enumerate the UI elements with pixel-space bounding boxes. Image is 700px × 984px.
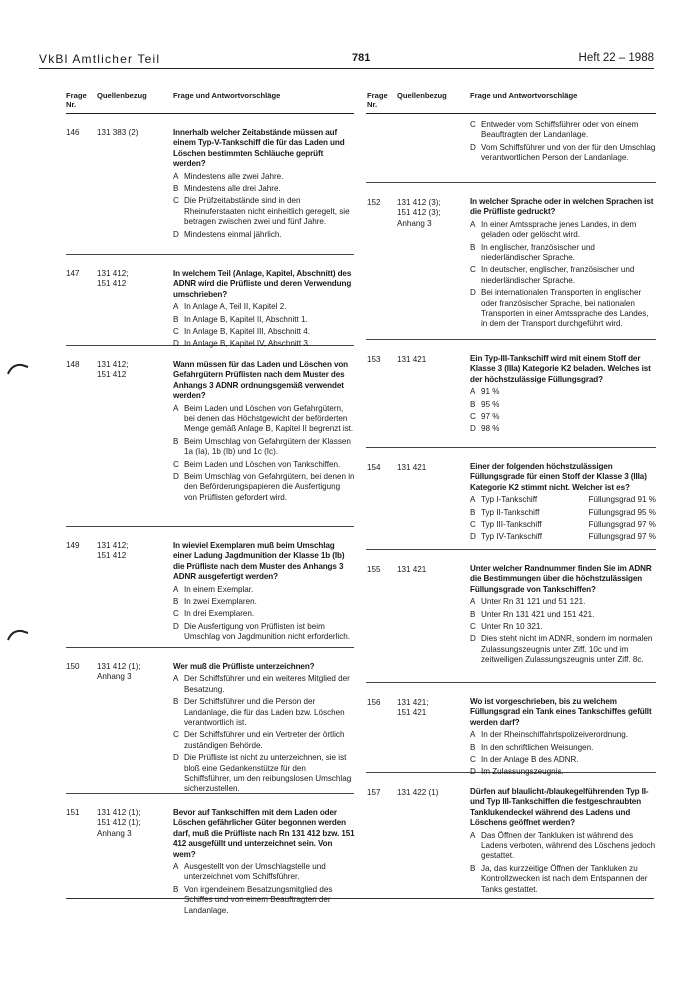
col-frage-nr: Frage Nr. — [66, 91, 87, 109]
question-row — [366, 550, 656, 683]
answer-option: B In englischer, französischer und niederländischer Sprache. — [470, 242, 595, 263]
column-header — [66, 88, 354, 114]
question-body — [470, 118, 656, 164]
question-reference: 131 412; 151 412 — [97, 360, 129, 380]
answer-option: D 98 % — [470, 424, 500, 434]
question-number: 152 — [367, 198, 381, 207]
answer-option: D Mindestens einmal jährlich. — [173, 229, 282, 239]
question-text: Bevor auf Tankschiffen mit dem Laden oder Löschen gefährlicher Güter begonnen werden darf, muß die Prüfliste nach Rn 131 412 bzw. 151 412 ausgefüllt und unterzeichnet sein. Von wem? — [173, 808, 355, 859]
answer-option: C 97 % — [470, 412, 500, 422]
question-reference: 131 412; 151 412 — [97, 541, 129, 561]
answer-option: A Mindestens alle zwei Jahre. — [173, 171, 284, 181]
question-text: Dürfen auf blaulicht-/blaukegelführenden Typ II- und Typ III-Tankschiffen die festgeschraubten Tanklukendeckel während des Ladens und Löschens geöffnet werden? — [470, 787, 649, 828]
question-reference: 131 421; 151 421 — [397, 698, 429, 718]
answer-option: A 91 % — [470, 387, 500, 397]
footer-rule — [66, 898, 654, 899]
question-number: 153 — [367, 355, 381, 364]
question-reference: 131 412 (1); Anhang 3 — [97, 662, 141, 682]
answer-option: D Vom Schiffsführer und von der für den Umschlag verantwortlichen Person der Landanlage. — [470, 142, 656, 163]
answer-option: A In der Rheinschiffahrtspolizeiverordnung. — [470, 730, 628, 740]
answer-option: B In zwei Exemplaren. — [173, 597, 257, 607]
question-row — [66, 527, 354, 648]
header-journal: VkBl Amtlicher Teil — [39, 52, 161, 66]
question-row — [66, 255, 354, 349]
answer-option: D Dies steht nicht im ADNR, sondern im normalen Zulassungszeugnis unter Ziff. 10c und im zeitweiligen Zulassungszeugnis unter Ziff. 8c. — [470, 634, 653, 665]
question-text: Einer der folgenden höchstzulässigen Füllungsgrade für einen Stoff der Klasse 3 (IIIa) Kategorie K2 stimmt nicht. Welcher ist es? — [470, 462, 647, 492]
question-reference: 131 412 (1); 151 412 (1); Anhang 3 — [97, 808, 141, 838]
question-body — [173, 808, 355, 916]
question-reference: 131 422 (1) — [397, 788, 439, 797]
question-number: 156 — [367, 698, 381, 707]
question-number: 146 — [66, 128, 80, 137]
answer-option: B Typ II-Tankschiff Füllungsgrad 95 % — [470, 507, 656, 517]
question-text: In wieviel Exemplaren muß beim Umschlag einer Ladung Jagdmunition der Klasse 1b (Ib) die Prüfliste nach dem Muster des Anhangs 3 ADNR ausgefertigt werden? — [173, 541, 345, 582]
question-body — [470, 354, 656, 435]
answer-option: D Im Zulassungszeugnis. — [470, 767, 564, 777]
answer-option: B 95 % — [470, 399, 500, 409]
question-row — [66, 794, 355, 915]
question-number: 148 — [66, 360, 80, 369]
right-column — [366, 88, 656, 897]
question-text: In welchem Teil (Anlage, Kapitel, Abschnitt) des ADNR wird die Prüfliste und deren Verwendung umschrieben? — [173, 269, 352, 299]
question-body — [173, 662, 355, 795]
question-row — [366, 683, 656, 777]
question-text: Innerhalb welcher Zeitabstände müssen auf einem Typ-V-Tankschiff die für das Laden und Löschen bestimmten Schläuche geprüft werden? — [173, 128, 345, 169]
question-number: 151 — [66, 808, 80, 817]
question-reference: 131 383 (2) — [97, 128, 139, 137]
corner-mark-icon — [6, 362, 30, 376]
question-body — [173, 541, 355, 643]
question-text: Unter welcher Randnummer finden Sie im ADNR die Bestimmungen über die höchstzulässigen Füllungsgrade von Tankschiffen? — [470, 564, 652, 594]
answer-option: D Typ IV-Tankschiff Füllungsgrad 97 % — [470, 532, 656, 542]
question-row — [66, 346, 354, 527]
question-row — [66, 114, 354, 255]
question-number: 155 — [367, 565, 381, 574]
answer-option: C Typ III-Tankschiff Füllungsgrad 97 % — [470, 520, 656, 530]
answer-option: B Mindestens alle drei Jahre. — [173, 184, 281, 194]
question-body — [173, 128, 355, 240]
answer-option: D Die Ausfertigung von Prüflisten ist beim Umschlag von Jagdmunition nicht erforderlich. — [173, 621, 351, 642]
col-quellenbezug: Quellenbezug — [97, 91, 147, 100]
answer-option: C In der Anlage B des ADNR. — [470, 755, 579, 765]
answer-option: B Beim Umschlag von Gefahrgütern der Klassen 1a (Ia), 1b (Ib) und 1c (Ic). — [173, 436, 351, 457]
question-body — [470, 697, 656, 778]
question-number: 149 — [66, 541, 80, 550]
answer-option: C In drei Exemplaren. — [173, 609, 255, 619]
question-number: 157 — [367, 788, 381, 797]
answer-option: A Der Schiffsführer und ein weiteres Mitglied der Besatzung. — [173, 674, 350, 694]
left-column — [66, 88, 355, 915]
answer-option: B Unter Rn 131 421 und 151 421. — [470, 609, 595, 619]
question-row — [366, 773, 656, 897]
answer-option: A In einer Amtssprache jenes Landes, in dem geladen oder gelöscht wird. — [470, 219, 637, 240]
question-text: Wo ist vorgeschrieben, bis zu welchem Füllungsgrad ein Tank eines Tankschiffes gefüllt werden darf? — [470, 697, 652, 727]
question-number: 154 — [367, 463, 381, 472]
question-body — [470, 787, 656, 895]
question-body — [470, 462, 656, 543]
answer-option: A Typ I-Tankschiff Füllungsgrad 91 % — [470, 495, 656, 505]
question-row-continued — [366, 114, 656, 183]
question-reference: 131 421 — [397, 565, 427, 574]
answer-option: B Der Schiffsführer und die Person der Landanlage, die für das Laden bzw. Löschen verantwortlich ist. — [173, 697, 345, 728]
answer-option: A In einem Exemplar. — [173, 584, 254, 594]
col-antwort: Frage und Antwortvorschläge — [470, 91, 578, 100]
answer-option: B In Anlage B, Kapitel II, Abschnitt 1. — [173, 314, 308, 324]
question-row — [366, 340, 656, 448]
answer-option: D Die Prüfliste ist nicht zu unterzeichnen, sie ist bloß eine Gedankenstütze für den Schiffsführer, um den reibungslosen Umschlag sicherzustellen. — [173, 753, 352, 794]
question-text: Ein Typ-III-Tankschiff wird mit einem Stoff der Klasse 3 (IIIa) Kategorie K2 beladen. Welches ist der höchstzulässige Füllungsgrad? — [470, 354, 651, 384]
question-number: 147 — [66, 269, 80, 278]
question-body — [173, 269, 355, 350]
answer-option: B In den schriftlichen Weisungen. — [470, 742, 594, 752]
answer-option: C Entweder vom Schiffsführer oder von einem Beauftragten der Landanlage. — [470, 120, 639, 140]
question-reference: 131 412 (3); 151 412 (3); Anhang 3 — [397, 198, 441, 228]
question-text: In welcher Sprache oder in welchen Sprachen ist die Prüfliste gedruckt? — [470, 197, 654, 217]
answer-option: C Der Schiffsführer und ein Vertreter der örtlich zuständigen Behörde. — [173, 730, 345, 750]
answer-option: D Beim Umschlag von Gefahrgütern, bei denen in den Beförderungspapieren die Ausfertigung von Prüflisten gefordert wird. — [173, 472, 355, 502]
question-text: Wann müssen für das Laden und Löschen von Gefahrgütern Prüflisten nach dem Muster des Anhangs 3 ADNR ordnungsgemäß verwendet werden? — [173, 360, 349, 401]
answer-option: D Bei internationalen Transporten in englischer oder französischer Sprache, bei nationalen Transporten in einer Amtssprache des Landes, in dem der Transport durchgeführt wird. — [470, 288, 649, 329]
column-header — [366, 88, 656, 114]
question-reference: 131 412; 151 412 — [97, 269, 129, 289]
header-page-number: 781 — [352, 52, 371, 64]
answer-option: D In Anlage B, Kapitel IV, Abschnitt 3. — [173, 339, 311, 349]
header-issue: Heft 22 – 1988 — [578, 52, 654, 64]
answer-option: C Unter Rn 10 321. — [470, 622, 543, 632]
col-antwort: Frage und Antwortvorschläge — [173, 91, 281, 100]
col-quellenbezug: Quellenbezug — [397, 91, 447, 100]
question-row — [366, 448, 656, 550]
question-row — [66, 648, 354, 794]
header-rule — [39, 68, 654, 69]
question-reference: 131 421 — [397, 463, 427, 472]
col-frage-nr: Frage Nr. — [367, 91, 388, 109]
question-body — [470, 197, 656, 330]
question-body — [470, 564, 656, 666]
answer-option: B Ja, das kurzzeitige Öffnen der Tankluken zu Kontrollzwecken ist nach dem Entspannen der Tanks gestattet. — [470, 863, 648, 894]
answer-option: C Beim Laden und Löschen von Tankschiffen. — [173, 459, 341, 469]
answer-option: A Ausgestellt von der Umschlagstelle und unterzeichnet vom Schiffsführer. — [173, 862, 326, 882]
question-body — [173, 360, 355, 503]
answer-option: A Unter Rn 31 121 und 51 121. — [470, 597, 586, 607]
running-header — [39, 52, 654, 68]
answer-option: C Die Prüfzeitabstände sind in den Rheinuferstaaten nicht einheitlich geregelt, sie betragen zwischen zwei und fünf Jahre. — [173, 196, 350, 227]
answer-option: A Das Öffnen der Tankluken ist während des Ladens verboten, während des Löschens jedoch gestattet. — [470, 830, 656, 861]
answer-option: B Von irgendeinem Besatzungsmitglied des Schiffes und von einem Beauftragten der Landanlage. — [173, 884, 333, 915]
question-reference: 131 421 — [397, 355, 427, 364]
answer-option: A In Anlage A, Teil II, Kapitel 2. — [173, 302, 287, 312]
answer-option: C In Anlage B, Kapitel III, Abschnitt 4. — [173, 327, 310, 337]
answer-option: A Beim Laden und Löschen von Gefahrgütern, bei denen das Höchstgewicht der beförderten Menge gemäß Anlage B, Kapitel II begrenzt ist. — [173, 403, 354, 434]
question-row — [366, 183, 656, 340]
question-number: 150 — [66, 662, 80, 671]
answer-option: C In deutscher, englischer, französischer und niederländischer Sprache. — [470, 265, 635, 285]
question-text: Wer muß die Prüfliste unterzeichnen? — [173, 662, 315, 671]
corner-mark-icon — [6, 628, 30, 642]
